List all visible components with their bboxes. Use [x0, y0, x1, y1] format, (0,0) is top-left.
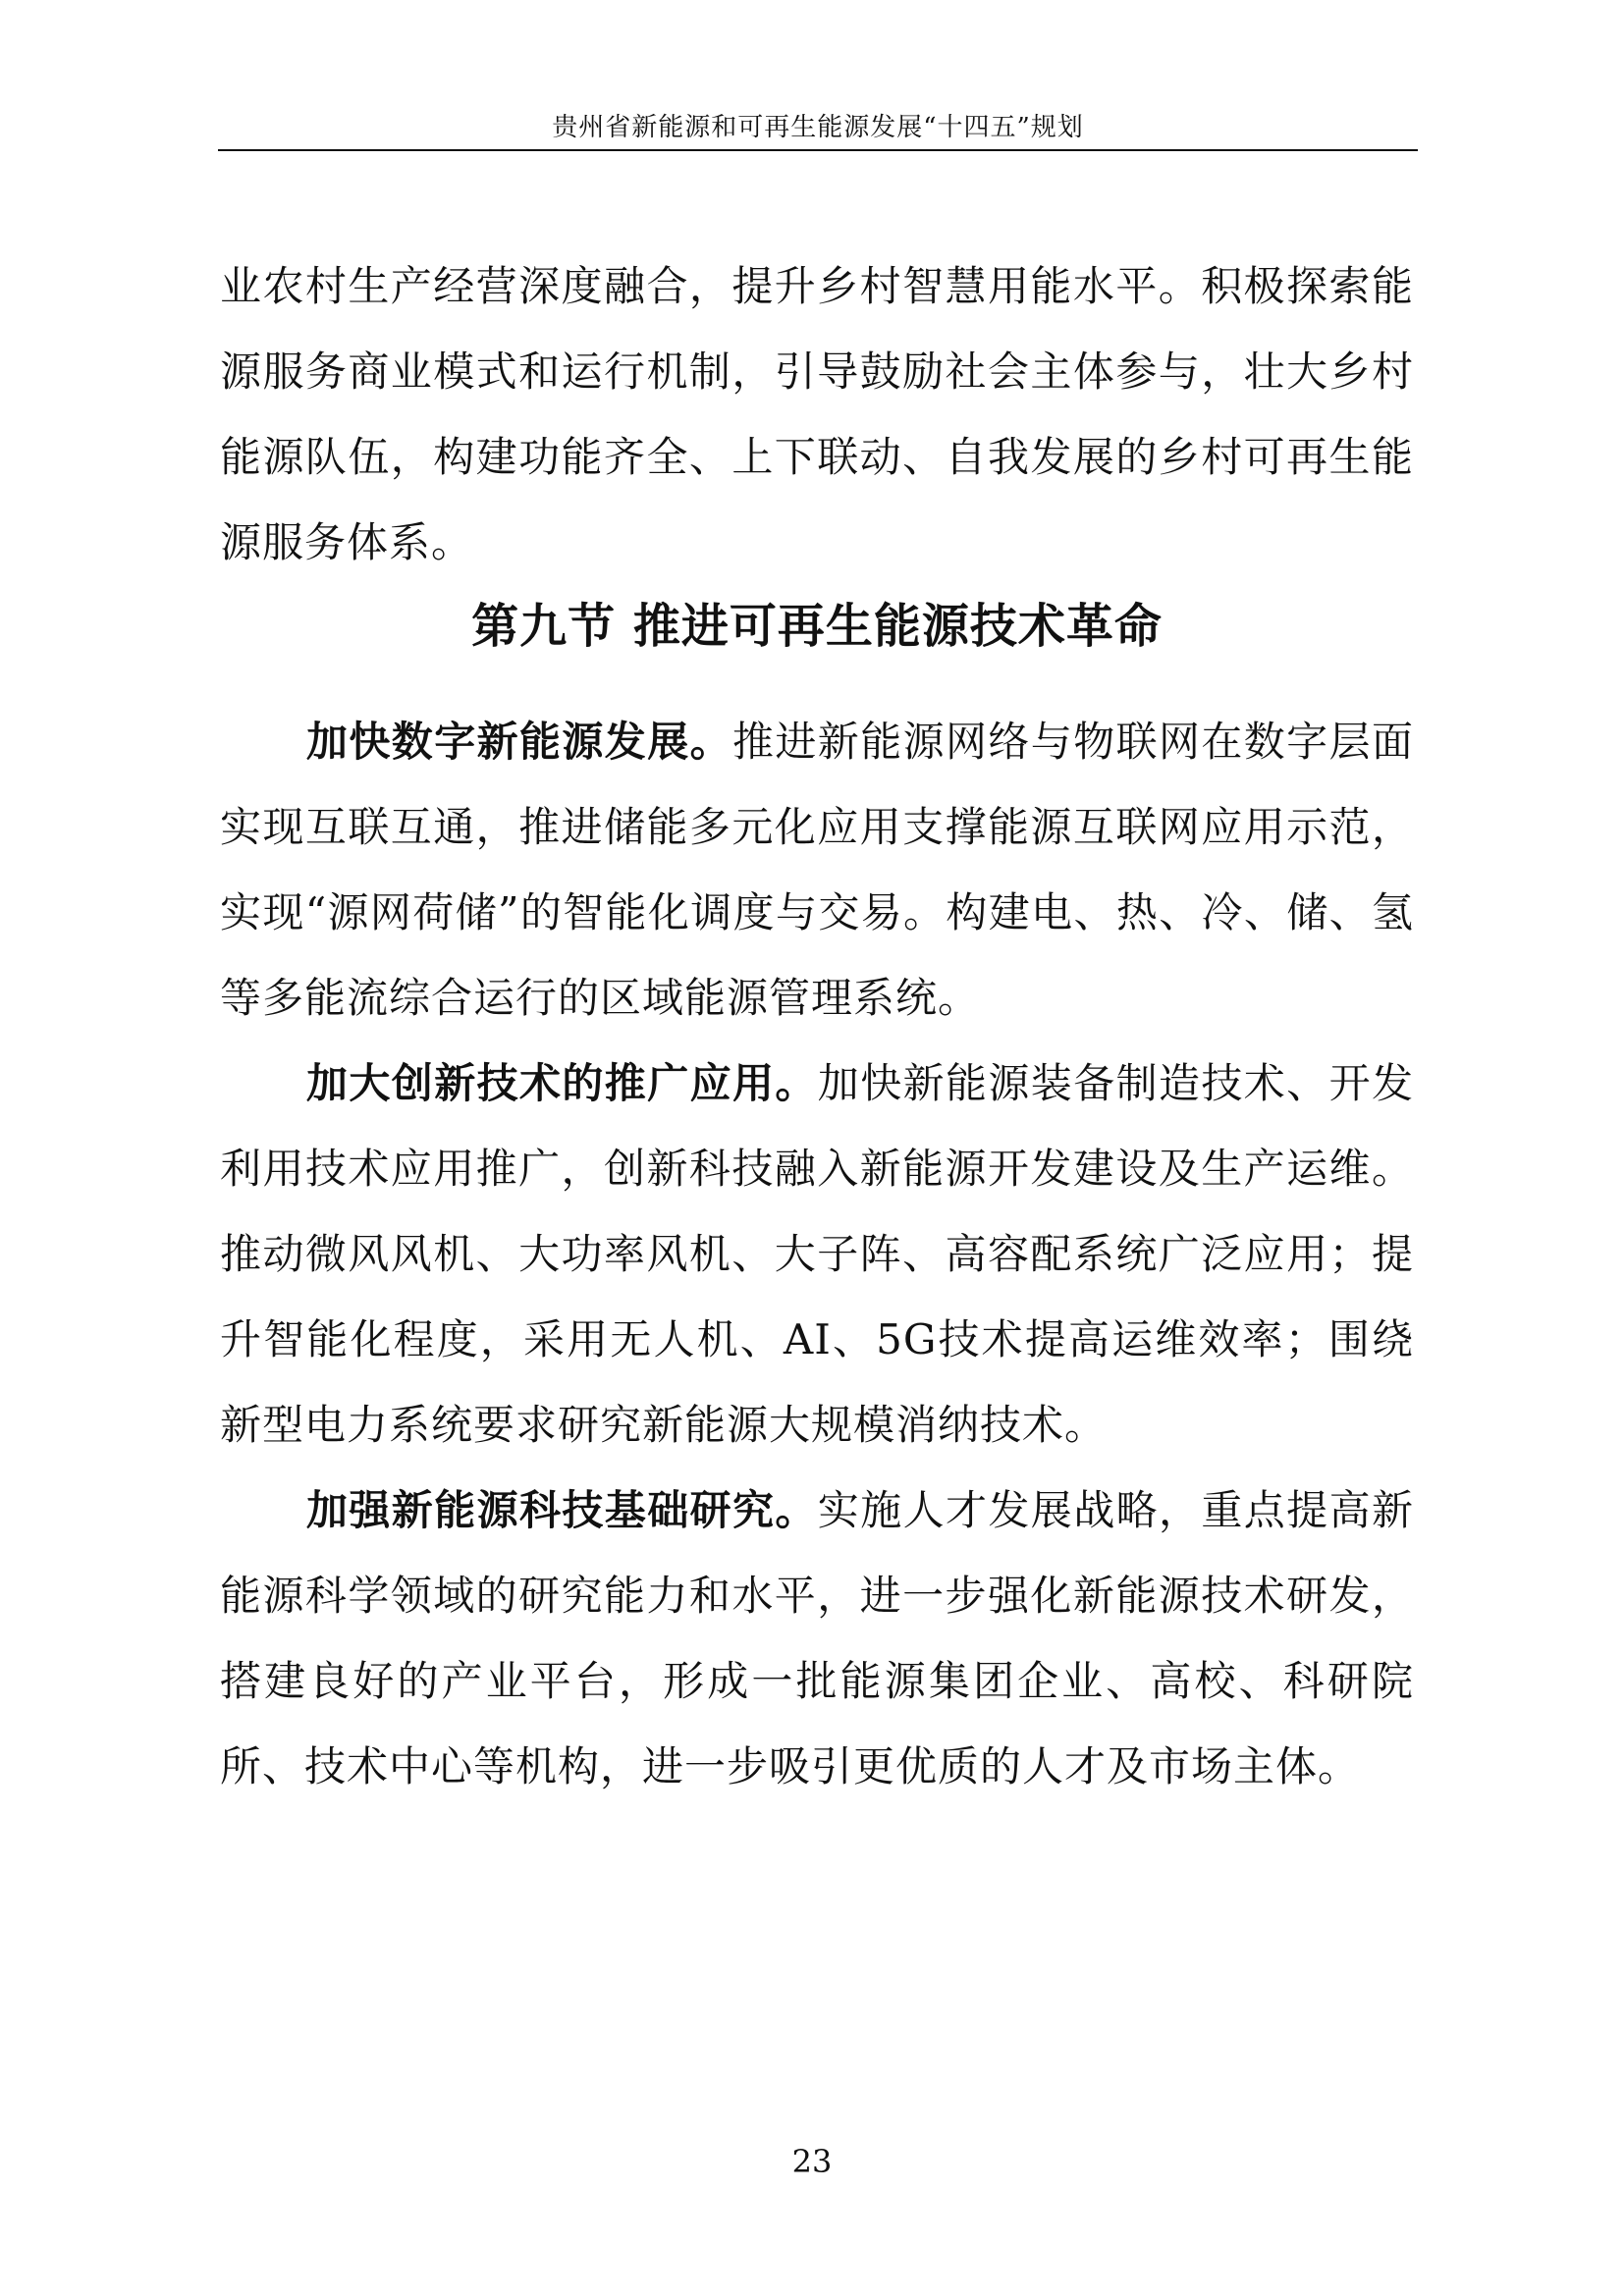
- paragraph-basic-research: [220, 1468, 1414, 1809]
- paragraph-text: 推进新能源网络与物联网在数字层面实现互联互通，推进储能多元化应用支撑能源互联网应用示范，实现“源网荷储”的智能化调度与交易。构建电、热、冷、储、氢等多能流综合运行的区域能源管理系统。: [220, 718, 1414, 1022]
- section-paragraphs: [220, 699, 1414, 1809]
- intro-paragraph: 业农村生产经营深度融合，提升乡村智慧用能水平。积极探索能源服务商业模式和运行机制，引导鼓励社会主体参与，壮大乡村能源队伍，构建功能齐全、上下联动、自我发展的乡村可再生能源服务体系。: [220, 262, 1414, 566]
- running-header: 贵州省新能源和可再生能源发展“十四五”规划: [552, 113, 1084, 142]
- section-heading: 第九节 推进可再生能源技术革命: [471, 599, 1163, 654]
- paragraph-lead: 加大创新技术的推广应用。: [306, 1059, 818, 1107]
- section-block: [220, 577, 1414, 675]
- page-number: 23: [791, 2143, 833, 2180]
- intro-block: [220, 243, 1414, 585]
- paragraph-lead: 加快数字新能源发展。: [306, 718, 732, 766]
- paragraph-lead: 加强新能源科技基础研究。: [306, 1486, 818, 1534]
- paragraph-digital-energy: [220, 699, 1414, 1041]
- header-rule: [218, 149, 1418, 151]
- paragraph-text: 加快新能源装备制造技术、开发利用技术应用推广，创新科技融入新能源开发建设及生产运维。推动微风风机、大功率风机、大子阵、高容配系统广泛应用；提升智能化程度，采用无人机、AI、5G技术提高运维效率；围绕新型电力系统要求研究新能源大规模消纳技术。: [220, 1059, 1414, 1449]
- paragraph-tech-promotion: [220, 1041, 1414, 1468]
- paragraph-text: 实施人才发展战略，重点提高新能源科学领域的研究能力和水平，进一步强化新能源技术研发，搭建良好的产业平台，形成一批能源集团企业、高校、科研院所、技术中心等机构，进一步吸引更优质的人才及市场主体。: [220, 1486, 1414, 1790]
